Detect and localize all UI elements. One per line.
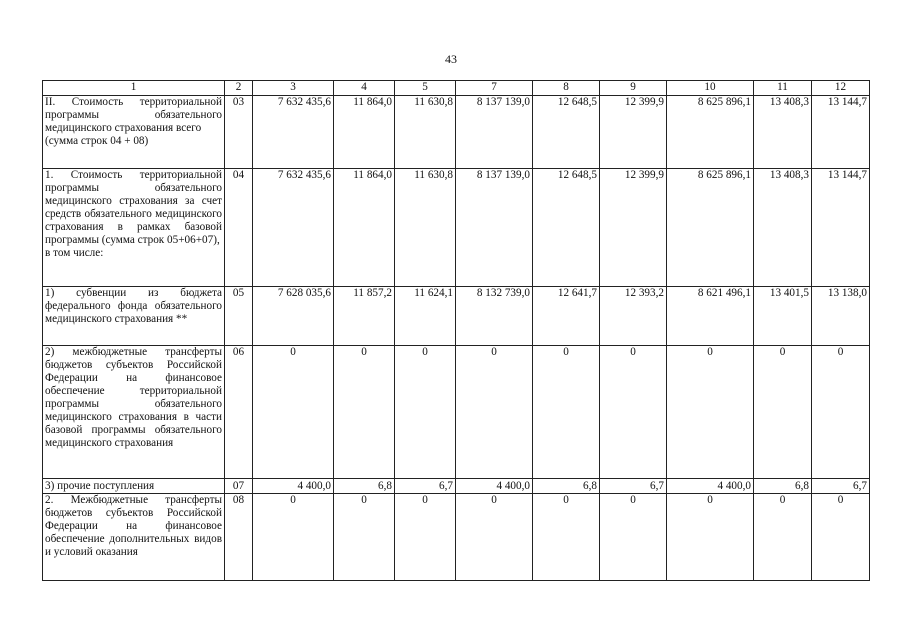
value-cell: 8 625 896,1 (667, 169, 754, 287)
value-cell: 6,7 (600, 479, 667, 494)
value-cell: 8 625 896,1 (667, 96, 754, 169)
value-cell: 0 (600, 346, 667, 479)
description-text: 2) межбюджетные трансферты бюджетов субъектов Российской Федерации на финансовое обеспечение территориальной программы обязательного медицинского страхования в части базовой программы обязательного медицинского страхования (45, 346, 222, 449)
value-cell: 6,8 (334, 479, 395, 494)
row-code: 08 (225, 494, 253, 581)
table-row (43, 479, 870, 494)
row-code: 05 (225, 287, 253, 346)
value-cell: 12 393,2 (600, 287, 667, 346)
row-code: 06 (225, 346, 253, 479)
column-header: 7 (456, 81, 533, 96)
value-cell: 13 408,3 (754, 96, 812, 169)
value-cell: 0 (334, 494, 395, 581)
row-description (43, 96, 225, 169)
value-cell: 13 401,5 (754, 287, 812, 346)
column-header: 5 (395, 81, 456, 96)
value-cell: 7 632 435,6 (253, 169, 334, 287)
header-row (43, 81, 870, 96)
value-cell: 12 648,5 (533, 169, 600, 287)
value-cell: 6,8 (533, 479, 600, 494)
value-cell: 0 (395, 494, 456, 581)
value-cell: 0 (812, 346, 870, 479)
table-row (43, 96, 870, 169)
value-cell: 12 399,9 (600, 169, 667, 287)
column-header: 4 (334, 81, 395, 96)
value-cell: 0 (600, 494, 667, 581)
value-cell: 0 (754, 346, 812, 479)
description-text: 1. Стоимость территориальной программы обязательного медицинского страхования за счет средств обязательного медицинского страхования в рамках базовой программы (сумма строк 05+06+07), (45, 169, 222, 246)
table-row (43, 169, 870, 287)
table-row (43, 346, 870, 479)
value-cell: 7 632 435,6 (253, 96, 334, 169)
value-cell: 13 144,7 (812, 169, 870, 287)
value-cell: 13 138,0 (812, 287, 870, 346)
value-cell: 0 (253, 346, 334, 479)
value-cell: 6,7 (812, 479, 870, 494)
column-header: 3 (253, 81, 334, 96)
value-cell: 0 (754, 494, 812, 581)
column-header: 10 (667, 81, 754, 96)
column-header: 11 (754, 81, 812, 96)
value-cell: 11 630,8 (395, 169, 456, 287)
value-cell: 0 (812, 494, 870, 581)
row-description (43, 169, 225, 287)
value-cell: 8 137 139,0 (456, 96, 533, 169)
value-cell: 0 (456, 346, 533, 479)
value-cell: 11 857,2 (334, 287, 395, 346)
value-cell: 11 864,0 (334, 169, 395, 287)
value-cell: 0 (533, 346, 600, 479)
column-header: 12 (812, 81, 870, 96)
value-cell: 11 864,0 (334, 96, 395, 169)
column-header: 1 (43, 81, 225, 96)
row-description (43, 479, 225, 494)
table-row (43, 494, 870, 581)
column-header: 2 (225, 81, 253, 96)
budget-table (42, 80, 870, 581)
value-cell: 0 (533, 494, 600, 581)
row-code: 07 (225, 479, 253, 494)
value-cell: 7 628 035,6 (253, 287, 334, 346)
value-cell: 12 641,7 (533, 287, 600, 346)
value-cell: 0 (667, 346, 754, 479)
value-cell: 0 (334, 346, 395, 479)
column-header: 9 (600, 81, 667, 96)
row-description (43, 287, 225, 346)
row-code: 03 (225, 96, 253, 169)
value-cell: 0 (253, 494, 334, 581)
value-cell: 13 408,3 (754, 169, 812, 287)
value-cell: 11 630,8 (395, 96, 456, 169)
column-header: 8 (533, 81, 600, 96)
value-cell: 6,7 (395, 479, 456, 494)
value-cell: 0 (456, 494, 533, 581)
description-text: 2. Межбюджетные трансферты бюджетов субъектов Российской Федерации на финансовое обеспечение дополнительных видов и условий оказания (45, 494, 222, 558)
description-text: 3) прочие поступления (45, 479, 155, 492)
table-row (43, 287, 870, 346)
value-cell: 4 400,0 (456, 479, 533, 494)
value-cell: 0 (667, 494, 754, 581)
row-description (43, 346, 225, 479)
row-description (43, 494, 225, 581)
description-text: II. Стоимость территориальной программы обязательного медицинского страхования всего (45, 96, 222, 134)
value-cell: 0 (395, 346, 456, 479)
value-cell: 12 399,9 (600, 96, 667, 169)
value-cell: 8 132 739,0 (456, 287, 533, 346)
value-cell: 12 648,5 (533, 96, 600, 169)
value-cell: 11 624,1 (395, 287, 456, 346)
value-cell: 6,8 (754, 479, 812, 494)
value-cell: 8 137 139,0 (456, 169, 533, 287)
page-number: 43 (445, 52, 457, 66)
value-cell: 13 144,7 (812, 96, 870, 169)
value-cell: 4 400,0 (253, 479, 334, 494)
description-text: в том числе: (45, 247, 104, 259)
row-code: 04 (225, 169, 253, 287)
value-cell: 4 400,0 (667, 479, 754, 494)
description-text: 1) субвенции из бюджета федерального фонда обязательного медицинского страхования ** (45, 287, 222, 325)
value-cell: 8 621 496,1 (667, 287, 754, 346)
description-text: (сумма строк 04 + 08) (45, 135, 149, 147)
